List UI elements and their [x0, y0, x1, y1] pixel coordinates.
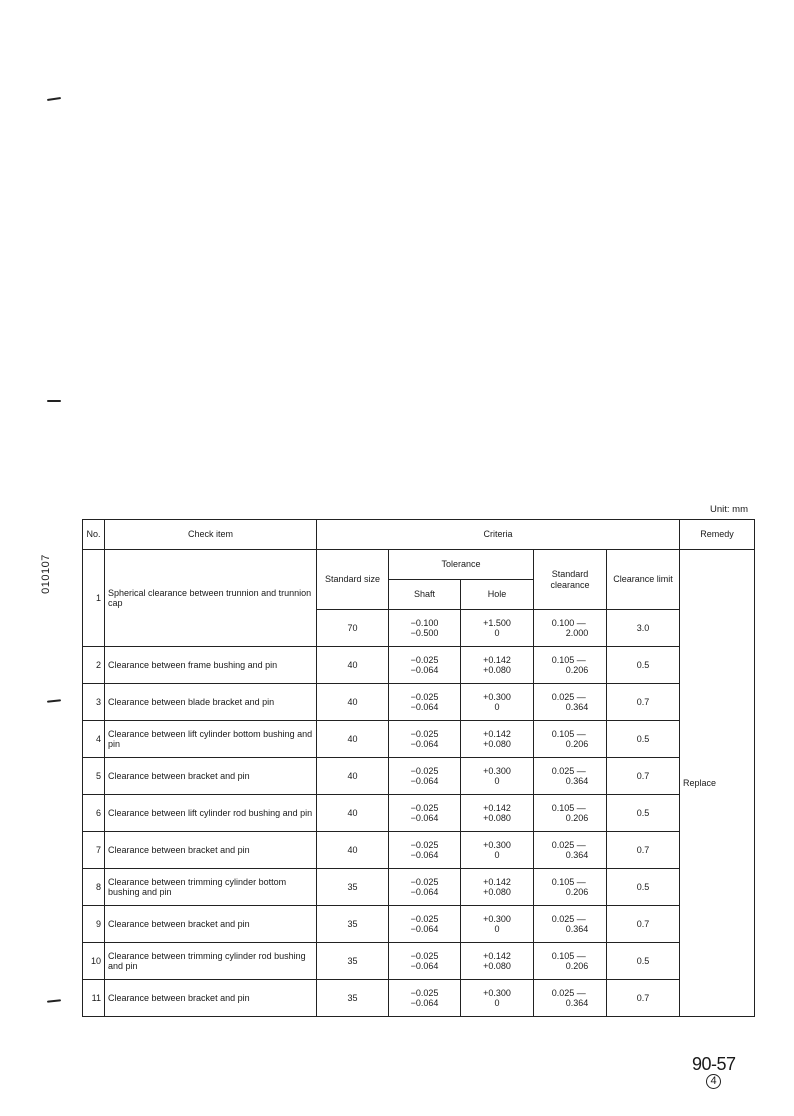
check-item: Clearance between trimming cylinder rod bushing and pin	[105, 943, 317, 980]
clearance-limit: 0.5	[607, 795, 680, 832]
punch-hole-mark	[47, 400, 61, 402]
shaft-tolerance-upper: −0.025	[410, 654, 439, 665]
check-item: Clearance between lift cylinder rod bushing and pin	[105, 795, 317, 832]
clearance-min: 0.025 —	[551, 765, 586, 776]
clearance-min: 0.105 —	[551, 728, 586, 739]
clearance-limit: 0.7	[607, 906, 680, 943]
standard-size: 35	[317, 943, 389, 980]
hole-tolerance	[461, 647, 534, 684]
shaft-tolerance-lower: −0.064	[410, 850, 439, 860]
standard-size: 70	[317, 610, 389, 647]
hole-tolerance	[461, 869, 534, 906]
clearance-min: 0.105 —	[551, 876, 586, 887]
standard-clearance	[534, 795, 607, 832]
shaft-tolerance-upper: −0.025	[410, 839, 439, 850]
hole-tolerance	[461, 610, 534, 647]
hole-tolerance-upper: +0.300	[483, 839, 511, 850]
clearance-max: 2.000	[565, 628, 589, 638]
hole-tolerance-lower: 0	[494, 702, 500, 712]
clearance-limit: 0.5	[607, 721, 680, 758]
clearance-limit: 0.7	[607, 758, 680, 795]
header-standard-size: Standard size	[317, 550, 389, 610]
clearance-max: 0.364	[565, 998, 589, 1008]
shaft-tolerance-upper: −0.025	[410, 950, 439, 961]
clearance-min: 0.025 —	[551, 691, 586, 702]
table-row	[83, 980, 755, 1017]
hole-tolerance-upper: +0.300	[483, 987, 511, 998]
row-no: 8	[83, 869, 105, 906]
check-item: Clearance between blade bracket and pin	[105, 684, 317, 721]
hole-tolerance	[461, 758, 534, 795]
standard-size: 40	[317, 795, 389, 832]
header-criteria: Criteria	[317, 520, 680, 550]
maintenance-standard-table	[82, 519, 755, 1017]
hole-tolerance-lower: 0	[494, 850, 500, 860]
shaft-tolerance	[389, 795, 461, 832]
shaft-tolerance-upper: −0.025	[410, 876, 439, 887]
revision-mark: 4	[706, 1074, 721, 1089]
hole-tolerance-upper: +0.300	[483, 765, 511, 776]
clearance-min: 0.025 —	[551, 839, 586, 850]
hole-tolerance-upper: +0.142	[483, 654, 511, 665]
check-item: Clearance between trimming cylinder bottom bushing and pin	[105, 869, 317, 906]
shaft-tolerance	[389, 610, 461, 647]
check-item: Clearance between frame bushing and pin	[105, 647, 317, 684]
clearance-max: 0.206	[565, 961, 589, 971]
header-no: No.	[83, 520, 105, 550]
shaft-tolerance	[389, 684, 461, 721]
hole-tolerance-upper: +0.142	[483, 728, 511, 739]
clearance-min: 0.105 —	[551, 654, 586, 665]
row-no: 1	[83, 550, 105, 647]
table-row	[83, 684, 755, 721]
standard-clearance	[534, 906, 607, 943]
hole-tolerance-lower: +0.080	[483, 813, 511, 823]
header-clearance-limit: Clearance limit	[607, 550, 680, 610]
hole-tolerance-upper: +0.300	[483, 913, 511, 924]
clearance-min: 0.025 —	[551, 913, 586, 924]
shaft-tolerance	[389, 906, 461, 943]
clearance-max: 0.364	[565, 850, 589, 860]
hole-tolerance-lower: +0.080	[483, 665, 511, 675]
row-no: 3	[83, 684, 105, 721]
row-no: 6	[83, 795, 105, 832]
hole-tolerance-lower: +0.080	[483, 887, 511, 897]
shaft-tolerance-lower: −0.500	[410, 628, 439, 638]
clearance-min: 0.025 —	[551, 987, 586, 998]
table-row	[83, 906, 755, 943]
shaft-tolerance-upper: −0.025	[410, 765, 439, 776]
standard-size: 40	[317, 647, 389, 684]
shaft-tolerance-lower: −0.064	[410, 702, 439, 712]
hole-tolerance-lower: 0	[494, 776, 500, 786]
standard-size: 40	[317, 684, 389, 721]
shaft-tolerance-lower: −0.064	[410, 665, 439, 675]
shaft-tolerance-lower: −0.064	[410, 739, 439, 749]
check-item: Spherical clearance between trunnion and trunnion cap	[105, 550, 317, 647]
clearance-max: 0.206	[565, 887, 589, 897]
check-item: Clearance between bracket and pin	[105, 980, 317, 1017]
clearance-limit: 0.5	[607, 943, 680, 980]
standard-clearance	[534, 869, 607, 906]
remedy: Replace	[680, 550, 755, 1017]
hole-tolerance	[461, 832, 534, 869]
clearance-limit: 0.7	[607, 980, 680, 1017]
clearance-max: 0.364	[565, 702, 589, 712]
shaft-tolerance-upper: −0.025	[410, 913, 439, 924]
standard-size: 40	[317, 832, 389, 869]
standard-clearance	[534, 943, 607, 980]
hole-tolerance-lower: 0	[494, 924, 500, 934]
table-row	[83, 832, 755, 869]
header-check-item: Check item	[105, 520, 317, 550]
clearance-limit: 0.7	[607, 684, 680, 721]
standard-clearance	[534, 980, 607, 1017]
check-item: Clearance between bracket and pin	[105, 758, 317, 795]
clearance-min: 0.105 —	[551, 950, 586, 961]
standard-size: 35	[317, 906, 389, 943]
table-row	[83, 943, 755, 980]
side-code: 010107	[40, 554, 52, 594]
shaft-tolerance	[389, 647, 461, 684]
shaft-tolerance-upper: −0.025	[410, 987, 439, 998]
hole-tolerance	[461, 906, 534, 943]
check-item: Clearance between bracket and pin	[105, 832, 317, 869]
page-number: 90-57	[692, 1054, 736, 1074]
header-standard-clearance: Standard clearance	[534, 550, 607, 610]
shaft-tolerance-lower: −0.064	[410, 813, 439, 823]
table-row	[83, 869, 755, 906]
hole-tolerance-upper: +0.142	[483, 950, 511, 961]
standard-clearance	[534, 758, 607, 795]
clearance-max: 0.364	[565, 924, 589, 934]
hole-tolerance	[461, 943, 534, 980]
shaft-tolerance-upper: −0.100	[410, 617, 439, 628]
clearance-max: 0.206	[565, 739, 589, 749]
header-tolerance: Tolerance	[389, 550, 534, 580]
header-shaft: Shaft	[389, 580, 461, 610]
hole-tolerance-lower: +0.080	[483, 739, 511, 749]
row-no: 2	[83, 647, 105, 684]
shaft-tolerance	[389, 943, 461, 980]
header-hole: Hole	[461, 580, 534, 610]
standard-clearance	[534, 647, 607, 684]
clearance-limit: 3.0	[607, 610, 680, 647]
shaft-tolerance	[389, 832, 461, 869]
shaft-tolerance	[389, 980, 461, 1017]
hole-tolerance	[461, 721, 534, 758]
header-remedy: Remedy	[680, 520, 755, 550]
punch-hole-mark	[47, 999, 61, 1002]
hole-tolerance-upper: +1.500	[483, 617, 511, 628]
shaft-tolerance-upper: −0.025	[410, 691, 439, 702]
standard-size: 35	[317, 980, 389, 1017]
table-row	[83, 795, 755, 832]
shaft-tolerance	[389, 869, 461, 906]
shaft-tolerance-upper: −0.025	[410, 802, 439, 813]
shaft-tolerance-upper: −0.025	[410, 728, 439, 739]
hole-tolerance-lower: 0	[494, 628, 500, 638]
standard-clearance	[534, 721, 607, 758]
standard-clearance	[534, 610, 607, 647]
table-row	[83, 647, 755, 684]
clearance-max: 0.206	[565, 665, 589, 675]
shaft-tolerance-lower: −0.064	[410, 998, 439, 1008]
clearance-limit: 0.5	[607, 647, 680, 684]
row-no: 4	[83, 721, 105, 758]
shaft-tolerance-lower: −0.064	[410, 887, 439, 897]
clearance-limit: 0.7	[607, 832, 680, 869]
hole-tolerance-lower: +0.080	[483, 961, 511, 971]
clearance-min: 0.105 —	[551, 802, 586, 813]
hole-tolerance	[461, 980, 534, 1017]
shaft-tolerance-lower: −0.064	[410, 924, 439, 934]
check-item: Clearance between bracket and pin	[105, 906, 317, 943]
standard-clearance	[534, 684, 607, 721]
standard-size: 35	[317, 869, 389, 906]
table-row	[83, 721, 755, 758]
hole-tolerance	[461, 684, 534, 721]
shaft-tolerance	[389, 758, 461, 795]
clearance-limit: 0.5	[607, 869, 680, 906]
shaft-tolerance-lower: −0.064	[410, 776, 439, 786]
hole-tolerance-upper: +0.142	[483, 802, 511, 813]
row-no: 5	[83, 758, 105, 795]
punch-hole-mark	[47, 699, 61, 702]
standard-size: 40	[317, 721, 389, 758]
clearance-max: 0.206	[565, 813, 589, 823]
clearance-max: 0.364	[565, 776, 589, 786]
row-no: 9	[83, 906, 105, 943]
shaft-tolerance-lower: −0.064	[410, 961, 439, 971]
row-no: 11	[83, 980, 105, 1017]
punch-hole-mark	[47, 97, 61, 101]
table-row	[83, 758, 755, 795]
clearance-min: 0.100 —	[551, 617, 586, 628]
hole-tolerance	[461, 795, 534, 832]
row-no: 7	[83, 832, 105, 869]
standard-size: 40	[317, 758, 389, 795]
row-no: 10	[83, 943, 105, 980]
shaft-tolerance	[389, 721, 461, 758]
check-item: Clearance between lift cylinder bottom bushing and pin	[105, 721, 317, 758]
standard-clearance	[534, 832, 607, 869]
hole-tolerance-lower: 0	[494, 998, 500, 1008]
unit-label: Unit: mm	[710, 504, 748, 515]
hole-tolerance-upper: +0.142	[483, 876, 511, 887]
hole-tolerance-upper: +0.300	[483, 691, 511, 702]
